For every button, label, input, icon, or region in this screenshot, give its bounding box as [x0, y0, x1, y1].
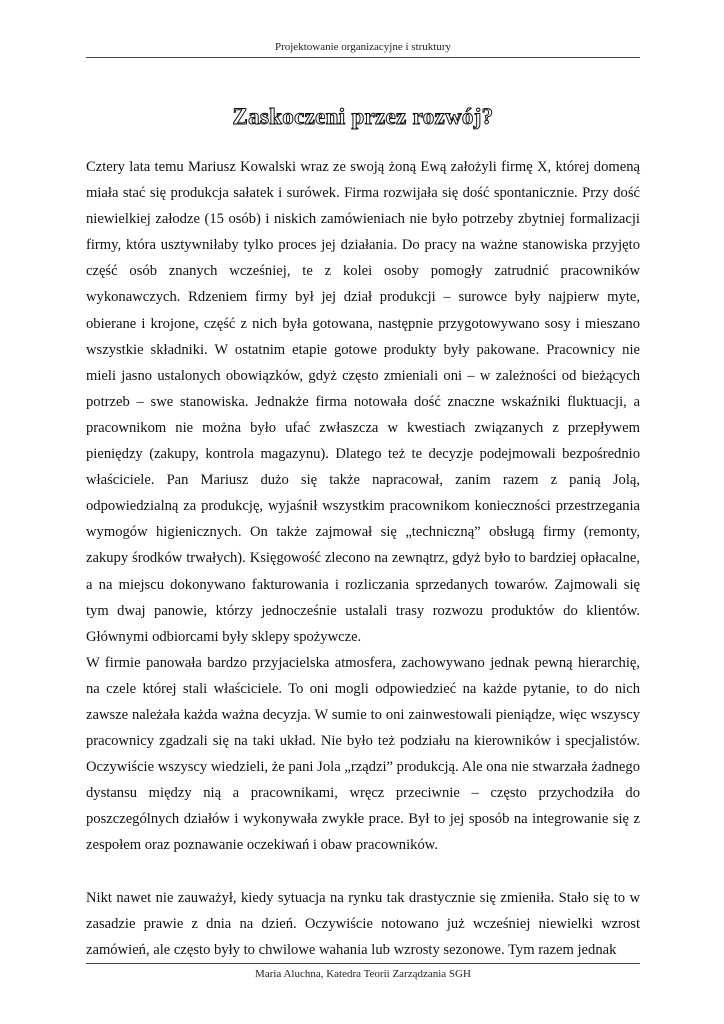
- paragraph-1: Cztery lata temu Mariusz Kowalski wraz ze swoją żoną Ewą założyli firmę X, której domeną miała stać się produkcja sałatek i surówek. Firma rozwijała się dość spontanicznie. Przy dość niewielkiej załodze (15 osób) i niskich zamówieniach nie było potrzeby zbytniej formalizacji firmy, która usztywniłaby tylko proces jej działania. Do pracy na ważne stanowiska przyjęto część osób znanych wcześniej, te z kolei osoby pomogły zatrudnić pracowników wykonawczych. Rdzeniem firmy był jej dział produkcji – surowce były najpierw myte, obierane i krojone, część z nich była gotowana, następnie przygotowywano sosy i mieszano wszystkie składniki. W ostatnim etapie gotowe produkty były pakowane. Pracownicy nie mieli jasno ustalonych obowiązków, gdyż często zmieniali oni – w zależności od bieżących potrzeb – swe stanowiska. Jednakże firma notowała dość znaczne wskaźniki fluktuacji, a pracownikom nie można było ufać zwłaszcza w kwestiach związanych z przepływem pieniędzy (zakupy, kontrola magazynu). Dlatego też te decyzje podejmowali bezpośrednio właściciele. Pan Mariusz dużo się także napracował, zanim razem z panią Jolą, odpowiedzialną za produkcję, wyjaśnił wszystkim pracownikom konieczności przestrzegania wymogów higienicznych. On także zajmował się „techniczną” obsługą firmy (remonty, zakupy środków trwałych). Księgowość zlecono na zewnątrz, gdyż było to bardziej opłacalne, a na miejscu dokonywano fakturowania i rozliczania sprzedanych towarów. Zajmowali się tym dwaj panowie, którzy jednocześnie ustalali trasy rozwozu produktów do klientów. Głównymi odbiorcami były sklepy spożywcze.: [86, 159, 640, 645]
- paragraph-2: W firmie panowała bardzo przyjacielska atmosfera, zachowywano jednak pewną hierarchię, na czele której stali właściciele. To oni mogli odpowiedzieć na każde pytanie, to do nich zawsze należała każda ważna decyzja. W sumie to oni zainwestowali pieniądze, więc wszyscy pracownicy zgadzali się na taki układ. Nie było też podziału na kierowników i specjalistów. Oczywiście wszyscy wiedzieli, że pani Jola „rządzi” produkcją. Ale ona nie stwarzała żadnego dystansu między nią a pracownikami, wręcz przeciwnie – często przychodziła do poszczególnych działów i wykonywała zwykłe prace. Był to jej sposób na integrowanie się z zespołem oraz poznawanie oczekiwań i obaw pracowników.: [86, 654, 640, 854]
- paragraph-3: Nikt nawet nie zauważył, kiedy sytuacja na rynku tak drastycznie się zmieniła. Stało się to w zasadzie prawie z dnia na dzień. Oczywiście notowano już wcześniej niewielki wzrost zamówień, ale często były to chwilowe wahania lub wzrosty sezonowe. Tym razem jednak: [86, 889, 640, 958]
- document-title: Zaskoczeni przez rozwój?: [232, 104, 494, 130]
- document-body: [86, 154, 640, 963]
- header-divider: [86, 57, 640, 58]
- page-footer: Maria Aluchna, Katedra Teorii Zarządzania SGH: [255, 968, 471, 980]
- page-header: Projektowanie organizacyjne i struktury: [274, 41, 452, 53]
- footer-divider: [86, 963, 640, 964]
